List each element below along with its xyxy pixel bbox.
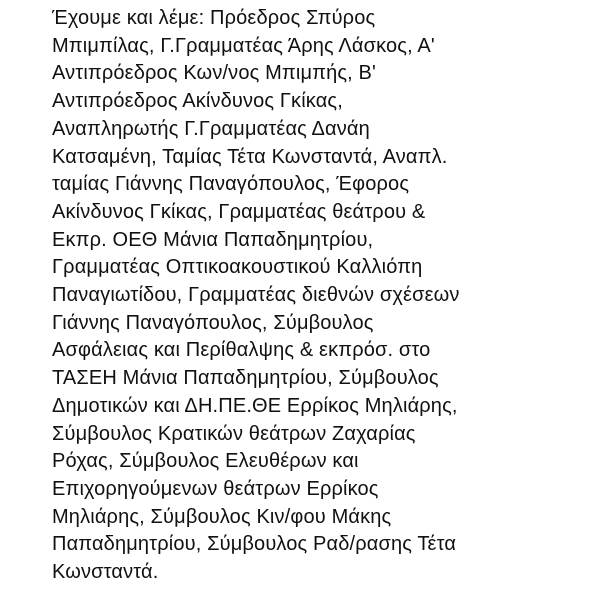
- text-line: Αντιπρόεδρος Κων/νος Μπιμπής, Β': [52, 62, 377, 85]
- board-members-paragraph: [52, 5, 600, 587]
- text-line: Γιάννης Παναγόπουλος, Σύμβουλος: [52, 311, 374, 334]
- text-line: Γραμματέας Οπτικοακουστικού Καλλιόπη: [52, 256, 423, 279]
- text-line: Έχουμε και λέμε: Πρόεδρος Σπύρος: [52, 7, 376, 29]
- text-line: Ασφάλειας και Περίθαλψης & εκπρόσ. στο: [52, 339, 431, 362]
- text-line: Ρόχας, Σύμβουλος Ελευθέρων και: [52, 450, 359, 473]
- text-line: Επιχορηγούμενων θεάτρων Ερρίκος: [52, 477, 379, 500]
- text-line: Σύμβουλος Κρατικών θεάτρων Ζαχαρίας: [52, 422, 416, 445]
- text-line: Παναγιωτίδου, Γραμματέας διεθνών σχέσεων: [52, 284, 460, 307]
- text-line: Κωνσταντά.: [52, 561, 159, 584]
- text-line: Αντιπρόεδρος Ακίνδυνος Γκίκας,: [52, 90, 343, 113]
- text-line: Παπαδημητρίου, Σύμβουλος Ραδ/ρασης Τέτα: [52, 533, 457, 556]
- text-line: Εκπρ. ΟΕΘ Μάνια Παπαδημητρίου,: [52, 228, 374, 251]
- text-line: Δημοτικών και ΔΗ.ΠΕ.ΘΕ Ερρίκος Μηλιάρης,: [52, 394, 458, 417]
- text-line: Αναπληρωτής Γ.Γραμματέας Δανάη: [52, 117, 370, 140]
- text-line: Ακίνδυνος Γκίκας, Γραμματέας θεάτρου &: [52, 200, 426, 223]
- text-line: Μπιμπίλας, Γ.Γραμματέας Άρης Λάσκος, Α': [52, 34, 435, 57]
- text-line: Μηλιάρης, Σύμβουλος Κιν/φου Μάκης: [52, 505, 392, 528]
- text-line: ταμίας Γιάννης Παναγόπουλος, Έφορος: [52, 173, 410, 196]
- text-line: ΤΑΣΕΗ Μάνια Παπαδημητρίου, Σύμβουλος: [52, 367, 439, 390]
- text-line: Κατσαμένη, Ταμίας Τέτα Κωνσταντά, Αναπλ.: [52, 145, 448, 168]
